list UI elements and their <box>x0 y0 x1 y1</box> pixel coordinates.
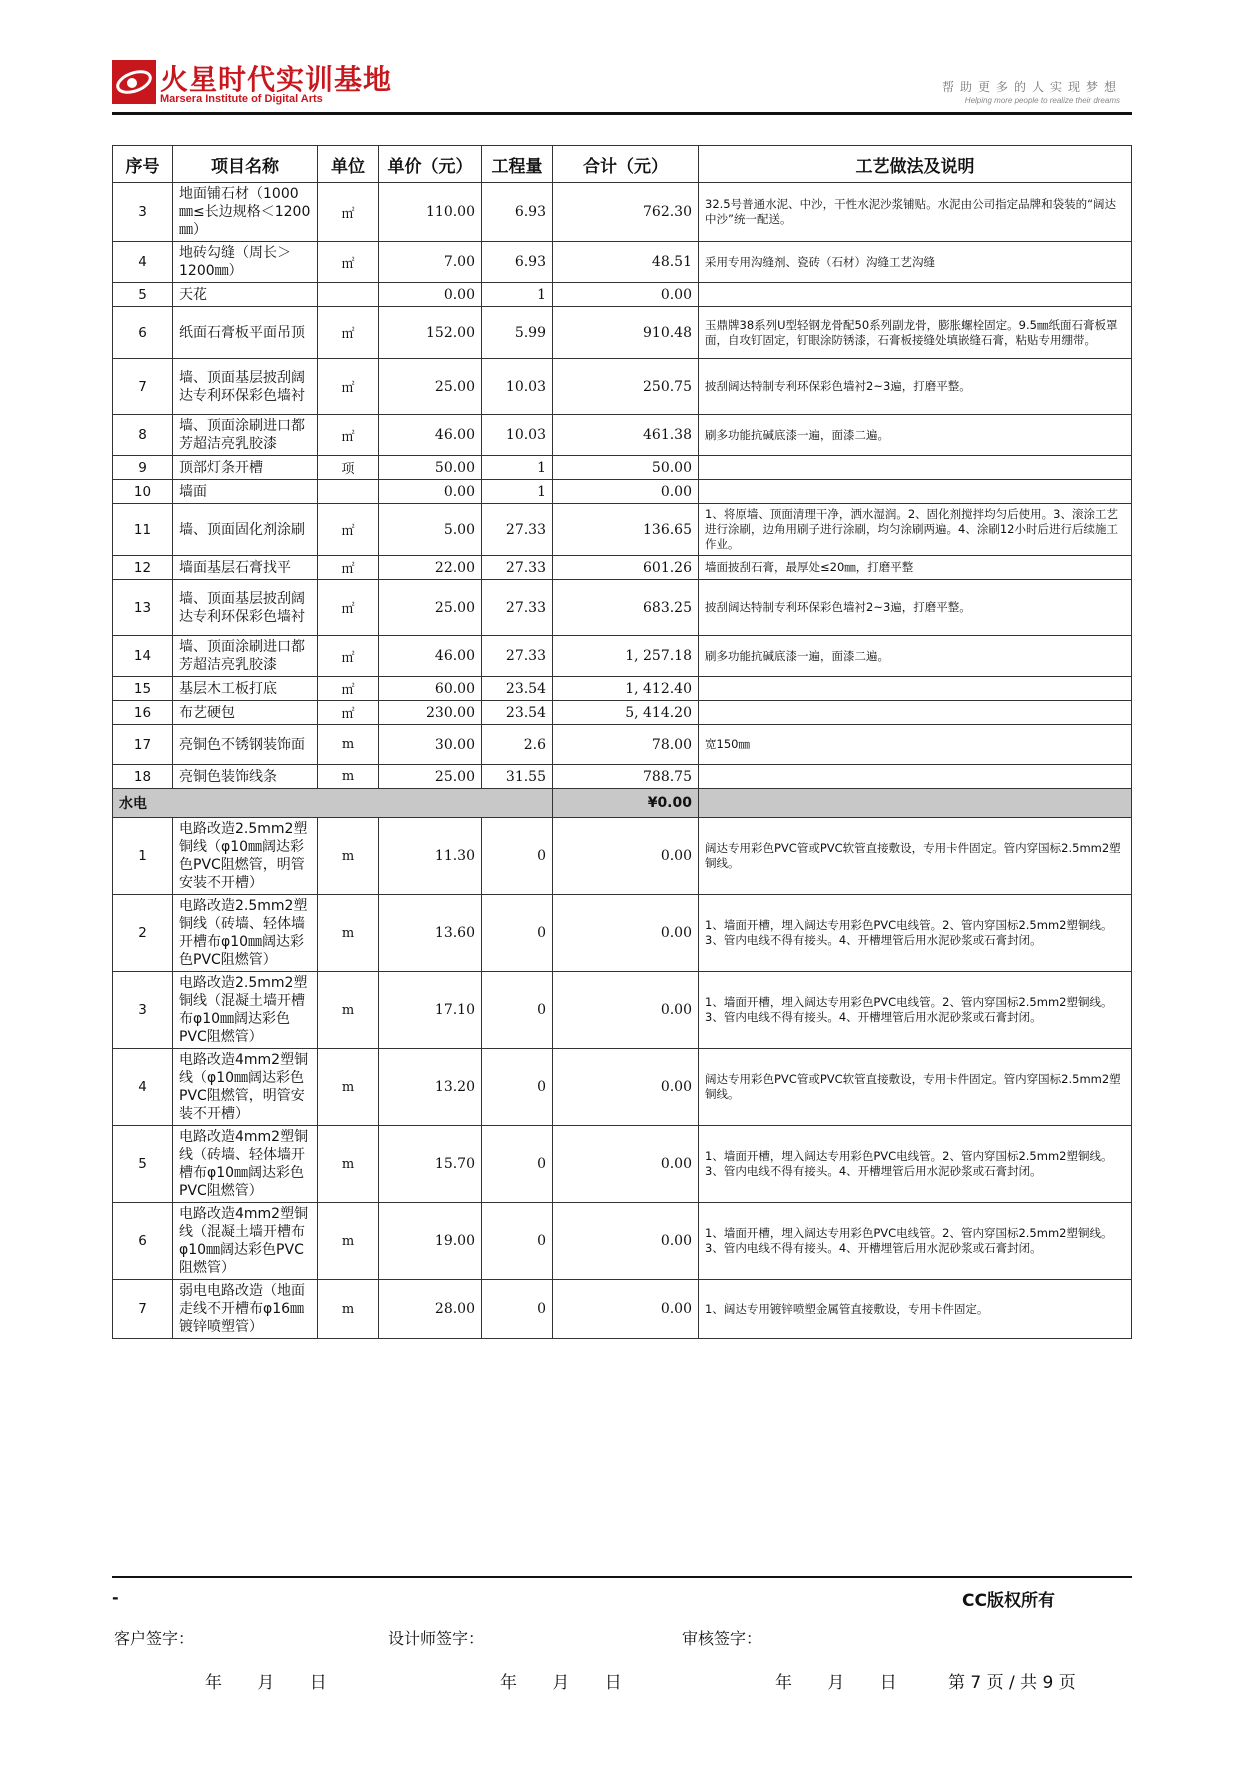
table-row <box>113 183 1132 242</box>
designer-date: 年 月 日 <box>500 1673 624 1693</box>
cell-total: 136.65 <box>553 504 699 556</box>
cell-qty: 1 <box>482 283 553 307</box>
cell-price: 13.60 <box>379 895 482 972</box>
logo-subtext: Marsera Institute of Digital Arts <box>160 93 323 105</box>
cell-unit <box>318 283 379 307</box>
cell-price: 28.00 <box>379 1280 482 1339</box>
table-row <box>113 456 1132 480</box>
cell-name: 地砖勾缝（周长＞1200㎜） <box>173 242 318 283</box>
cell-no: 4 <box>113 1049 173 1126</box>
cell-price: 25.00 <box>379 580 482 636</box>
table-row <box>113 1126 1132 1203</box>
cell-qty: 0 <box>482 818 553 895</box>
logo-icon <box>112 60 156 104</box>
cell-total: 5, 414.20 <box>553 701 699 725</box>
cell-name: 墙面基层石膏找平 <box>173 556 318 580</box>
table-row <box>113 818 1132 895</box>
section-row <box>113 789 1132 818</box>
cell-name: 电路改造4mm2塑铜线（砖墙、轻体墙开槽布φ10㎜阔达彩色PVC阻燃管） <box>173 1126 318 1203</box>
cell-no: 2 <box>113 895 173 972</box>
cell-desc: 刷多功能抗碱底漆一遍，面漆二遍。 <box>699 415 1132 456</box>
cell-total: 762.30 <box>553 183 699 242</box>
cell-price: 230.00 <box>379 701 482 725</box>
cell-price: 15.70 <box>379 1126 482 1203</box>
col-header-no: 序号 <box>113 146 173 183</box>
table-row <box>113 504 1132 556</box>
cell-no: 10 <box>113 480 173 504</box>
cell-unit: ㎡ <box>318 580 379 636</box>
cell-name: 布艺硬包 <box>173 701 318 725</box>
cell-name: 地面铺石材（1000㎜≤长边规格＜1200㎜） <box>173 183 318 242</box>
cell-price: 46.00 <box>379 636 482 677</box>
cell-desc <box>699 765 1132 789</box>
cell-desc: 采用专用沟缝剂、瓷砖（石材）沟缝工艺沟缝 <box>699 242 1132 283</box>
cell-desc <box>699 283 1132 307</box>
cell-name: 墙、顶面固化剂涂刷 <box>173 504 318 556</box>
copyright: CC版权所有 <box>962 1591 1055 1611</box>
cell-unit: m <box>318 765 379 789</box>
cell-no: 12 <box>113 556 173 580</box>
cell-price: 50.00 <box>379 456 482 480</box>
cell-no: 3 <box>113 183 173 242</box>
cell-total: 48.51 <box>553 242 699 283</box>
cell-no: 17 <box>113 725 173 765</box>
cell-total: 250.75 <box>553 359 699 415</box>
page-number: 第 7 页 / 共 9 页 <box>948 1673 1076 1693</box>
cell-unit: m <box>318 895 379 972</box>
cell-unit: ㎡ <box>318 359 379 415</box>
review-signature-label: 审核签字： <box>682 1629 763 1648</box>
cell-desc: 1、墙面开槽，埋入阔达专用彩色PVC电线管。2、管内穿国标2.5mm2塑铜线。3、管内电线不得有接头。4、开槽埋管后用水泥砂浆或石膏封闭。 <box>699 1203 1132 1280</box>
cell-qty: 0 <box>482 972 553 1049</box>
cell-desc: 1、墙面开槽，埋入阔达专用彩色PVC电线管。2、管内穿国标2.5mm2塑铜线。3、管内电线不得有接头。4、开槽埋管后用水泥砂浆或石膏封闭。 <box>699 1126 1132 1203</box>
cell-name: 顶部灯条开槽 <box>173 456 318 480</box>
col-header-price: 单价（元） <box>379 146 482 183</box>
cell-no: 18 <box>113 765 173 789</box>
cell-total: 0.00 <box>553 818 699 895</box>
cell-unit: 项 <box>318 456 379 480</box>
table-row <box>113 283 1132 307</box>
cell-name: 墙、顶面基层披刮阔达专利环保彩色墙衬 <box>173 580 318 636</box>
cell-price: 22.00 <box>379 556 482 580</box>
cell-desc: 墙面披刮石膏，最厚处≤20㎜，打磨平整 <box>699 556 1132 580</box>
col-header-name: 项目名称 <box>173 146 318 183</box>
cell-no: 4 <box>113 242 173 283</box>
cell-total: 788.75 <box>553 765 699 789</box>
cell-qty: 27.33 <box>482 556 553 580</box>
cell-price: 152.00 <box>379 307 482 359</box>
cell-total: 683.25 <box>553 580 699 636</box>
cell-name: 电路改造2.5mm2塑铜线（砖墙、轻体墙开槽布φ10㎜阔达彩色PVC阻燃管） <box>173 895 318 972</box>
cell-desc: 刷多功能抗碱底漆一遍，面漆二遍。 <box>699 636 1132 677</box>
designer-signature-label: 设计师签字： <box>388 1629 485 1648</box>
cell-unit: ㎡ <box>318 183 379 242</box>
cell-qty: 27.33 <box>482 504 553 556</box>
page-header <box>112 58 1132 116</box>
cell-price: 11.30 <box>379 818 482 895</box>
table-row <box>113 895 1132 972</box>
cell-no: 8 <box>113 415 173 456</box>
cell-unit: ㎡ <box>318 636 379 677</box>
table-row <box>113 701 1132 725</box>
section-total: ¥0.00 <box>553 789 699 818</box>
cell-total: 50.00 <box>553 456 699 480</box>
cell-desc: 玉鼎牌38系列U型轻钢龙骨配50系列副龙骨，膨胀螺栓固定。9.5㎜纸面石膏板罩面，自攻钉固定，钉眼涂防锈漆，石膏板接缝处填嵌缝石膏，粘贴专用绷带。 <box>699 307 1132 359</box>
cell-no: 1 <box>113 818 173 895</box>
cell-total: 78.00 <box>553 725 699 765</box>
cell-total: 0.00 <box>553 283 699 307</box>
cell-unit: m <box>318 1280 379 1339</box>
cell-total: 0.00 <box>553 480 699 504</box>
cell-total: 0.00 <box>553 1126 699 1203</box>
cell-price: 17.10 <box>379 972 482 1049</box>
cell-qty: 0 <box>482 1280 553 1339</box>
cell-qty: 6.93 <box>482 183 553 242</box>
cell-no: 3 <box>113 972 173 1049</box>
cell-unit: m <box>318 972 379 1049</box>
cell-qty: 0 <box>482 895 553 972</box>
logo-text: 火星时代实训基地 <box>160 63 393 96</box>
table-row <box>113 415 1132 456</box>
table-row <box>113 1203 1132 1280</box>
cell-price: 25.00 <box>379 359 482 415</box>
cell-name: 基层木工板打底 <box>173 677 318 701</box>
customer-signature-label: 客户签字： <box>114 1629 195 1648</box>
cell-price: 5.00 <box>379 504 482 556</box>
cell-name: 亮铜色装饰线条 <box>173 765 318 789</box>
cell-unit <box>318 480 379 504</box>
cell-total: 1, 412.40 <box>553 677 699 701</box>
cell-name: 墙、顶面基层披刮阔达专利环保彩色墙衬 <box>173 359 318 415</box>
cell-total: 601.26 <box>553 556 699 580</box>
cell-price: 60.00 <box>379 677 482 701</box>
cell-qty: 6.93 <box>482 242 553 283</box>
cell-no: 15 <box>113 677 173 701</box>
cell-no: 13 <box>113 580 173 636</box>
cell-name: 电路改造2.5mm2塑铜线（φ10㎜阔达彩色PVC阻燃管，明管安装不开槽） <box>173 818 318 895</box>
cell-desc <box>699 677 1132 701</box>
cell-unit: ㎡ <box>318 307 379 359</box>
cell-unit: m <box>318 1049 379 1126</box>
cell-desc: 1、将原墙、顶面清理干净，洒水湿润。2、固化剂搅拌均匀后使用。3、滚涂工艺进行涂刷，边角用刷子进行涂刷，均匀涂刷两遍。4、涂刷12小时后进行后续施工作业。 <box>699 504 1132 556</box>
cell-name: 天花 <box>173 283 318 307</box>
cell-no: 14 <box>113 636 173 677</box>
cell-qty: 23.54 <box>482 701 553 725</box>
cell-unit: ㎡ <box>318 556 379 580</box>
cell-total: 1, 257.18 <box>553 636 699 677</box>
table-row <box>113 480 1132 504</box>
cell-desc: 宽150㎜ <box>699 725 1132 765</box>
table-row <box>113 556 1132 580</box>
cell-no: 7 <box>113 1280 173 1339</box>
cell-no: 16 <box>113 701 173 725</box>
cell-total: 0.00 <box>553 1280 699 1339</box>
cell-desc: 1、墙面开槽，埋入阔达专用彩色PVC电线管。2、管内穿国标2.5mm2塑铜线。3、管内电线不得有接头。4、开槽埋管后用水泥砂浆或石膏封闭。 <box>699 972 1132 1049</box>
cell-qty: 1 <box>482 456 553 480</box>
table-header-row <box>113 146 1132 183</box>
cell-no: 11 <box>113 504 173 556</box>
cell-name: 电路改造4mm2塑铜线（φ10㎜阔达彩色PVC阻燃管，明管安装不开槽） <box>173 1049 318 1126</box>
cell-name: 纸面石膏板平面吊顶 <box>173 307 318 359</box>
cell-price: 30.00 <box>379 725 482 765</box>
table-row <box>113 1280 1132 1339</box>
cell-name: 弱电电路改造（地面走线不开槽布φ16㎜镀锌喷塑管） <box>173 1280 318 1339</box>
cell-qty: 0 <box>482 1126 553 1203</box>
cell-total: 910.48 <box>553 307 699 359</box>
table-body <box>113 183 1132 1339</box>
cell-qty: 10.03 <box>482 359 553 415</box>
cell-desc: 披刮阔达特制专利环保彩色墙衬2~3遍，打磨平整。 <box>699 580 1132 636</box>
cell-total: 461.38 <box>553 415 699 456</box>
cell-unit: m <box>318 818 379 895</box>
cell-total: 0.00 <box>553 1203 699 1280</box>
col-header-desc: 工艺做法及说明 <box>699 146 1132 183</box>
section-desc <box>699 789 1132 818</box>
table-row <box>113 972 1132 1049</box>
cell-name: 亮铜色不锈钢装饰面 <box>173 725 318 765</box>
table-row <box>113 307 1132 359</box>
cell-price: 19.00 <box>379 1203 482 1280</box>
table-row <box>113 242 1132 283</box>
cell-no: 6 <box>113 1203 173 1280</box>
cell-name: 电路改造4mm2塑铜线（混凝土墙开槽布φ10㎜阔达彩色PVC阻燃管） <box>173 1203 318 1280</box>
cell-qty: 27.33 <box>482 636 553 677</box>
table-row <box>113 1049 1132 1126</box>
cell-qty: 2.6 <box>482 725 553 765</box>
table-row <box>113 677 1132 701</box>
cell-unit: m <box>318 1203 379 1280</box>
quote-table <box>112 145 1132 1339</box>
cell-price: 110.00 <box>379 183 482 242</box>
table-row <box>113 580 1132 636</box>
footer-dash: - <box>112 1588 119 1607</box>
cell-price: 0.00 <box>379 283 482 307</box>
table-row <box>113 725 1132 765</box>
header-divider <box>112 112 1132 115</box>
section-label: 水电 <box>113 789 553 818</box>
table-row <box>113 765 1132 789</box>
col-header-qty: 工程量 <box>482 146 553 183</box>
cell-no: 5 <box>113 1126 173 1203</box>
cell-unit: ㎡ <box>318 677 379 701</box>
cell-price: 13.20 <box>379 1049 482 1126</box>
cell-qty: 5.99 <box>482 307 553 359</box>
cell-price: 46.00 <box>379 415 482 456</box>
cell-no: 6 <box>113 307 173 359</box>
cell-name: 墙、顶面涂刷进口都芳超洁亮乳胶漆 <box>173 415 318 456</box>
cell-desc: 32.5号普通水泥、中沙，干性水泥沙浆铺贴。水泥由公司指定品牌和袋装的“阔达中沙”统一配送。 <box>699 183 1132 242</box>
cell-desc <box>699 456 1132 480</box>
cell-unit: ㎡ <box>318 504 379 556</box>
cell-desc <box>699 701 1132 725</box>
cell-price: 7.00 <box>379 242 482 283</box>
customer-date: 年 月 日 <box>205 1673 329 1693</box>
footer-divider <box>112 1576 1132 1578</box>
cell-desc <box>699 480 1132 504</box>
cell-unit: ㎡ <box>318 415 379 456</box>
col-header-total: 合计（元） <box>553 146 699 183</box>
table-row <box>113 359 1132 415</box>
cell-price: 0.00 <box>379 480 482 504</box>
slogan-en: Helping more people to realize their dreams <box>964 96 1120 105</box>
cell-no: 5 <box>113 283 173 307</box>
cell-desc: 阔达专用彩色PVC管或PVC软管直接敷设，专用卡件固定。管内穿国标2.5mm2塑铜线。 <box>699 1049 1132 1126</box>
cell-unit: ㎡ <box>318 242 379 283</box>
cell-desc: 阔达专用彩色PVC管或PVC软管直接敷设，专用卡件固定。管内穿国标2.5mm2塑铜线。 <box>699 818 1132 895</box>
cell-desc: 1、墙面开槽，埋入阔达专用彩色PVC电线管。2、管内穿国标2.5mm2塑铜线。3、管内电线不得有接头。4、开槽埋管后用水泥砂浆或石膏封闭。 <box>699 895 1132 972</box>
cell-name: 电路改造2.5mm2塑铜线（混凝土墙开槽布φ10㎜阔达彩色PVC阻燃管） <box>173 972 318 1049</box>
cell-qty: 23.54 <box>482 677 553 701</box>
cell-name: 墙、顶面涂刷进口都芳超洁亮乳胶漆 <box>173 636 318 677</box>
cell-qty: 27.33 <box>482 580 553 636</box>
slogan: 帮助更多的人实现梦想 <box>941 80 1122 94</box>
cell-total: 0.00 <box>553 895 699 972</box>
cell-name: 墙面 <box>173 480 318 504</box>
cell-no: 9 <box>113 456 173 480</box>
cell-desc: 披刮阔达特制专利环保彩色墙衬2~3遍，打磨平整。 <box>699 359 1132 415</box>
table-row <box>113 636 1132 677</box>
cell-qty: 31.55 <box>482 765 553 789</box>
cell-price: 25.00 <box>379 765 482 789</box>
cell-total: 0.00 <box>553 1049 699 1126</box>
col-header-unit: 单位 <box>318 146 379 183</box>
cell-total: 0.00 <box>553 972 699 1049</box>
review-date: 年 月 日 <box>775 1673 899 1693</box>
cell-qty: 0 <box>482 1049 553 1126</box>
cell-unit: m <box>318 1126 379 1203</box>
cell-unit: m <box>318 725 379 765</box>
cell-qty: 1 <box>482 480 553 504</box>
cell-qty: 0 <box>482 1203 553 1280</box>
cell-unit: ㎡ <box>318 701 379 725</box>
cell-qty: 10.03 <box>482 415 553 456</box>
cell-no: 7 <box>113 359 173 415</box>
cell-desc: 1、阔达专用镀锌喷塑金属管直接敷设，专用卡件固定。 <box>699 1280 1132 1339</box>
